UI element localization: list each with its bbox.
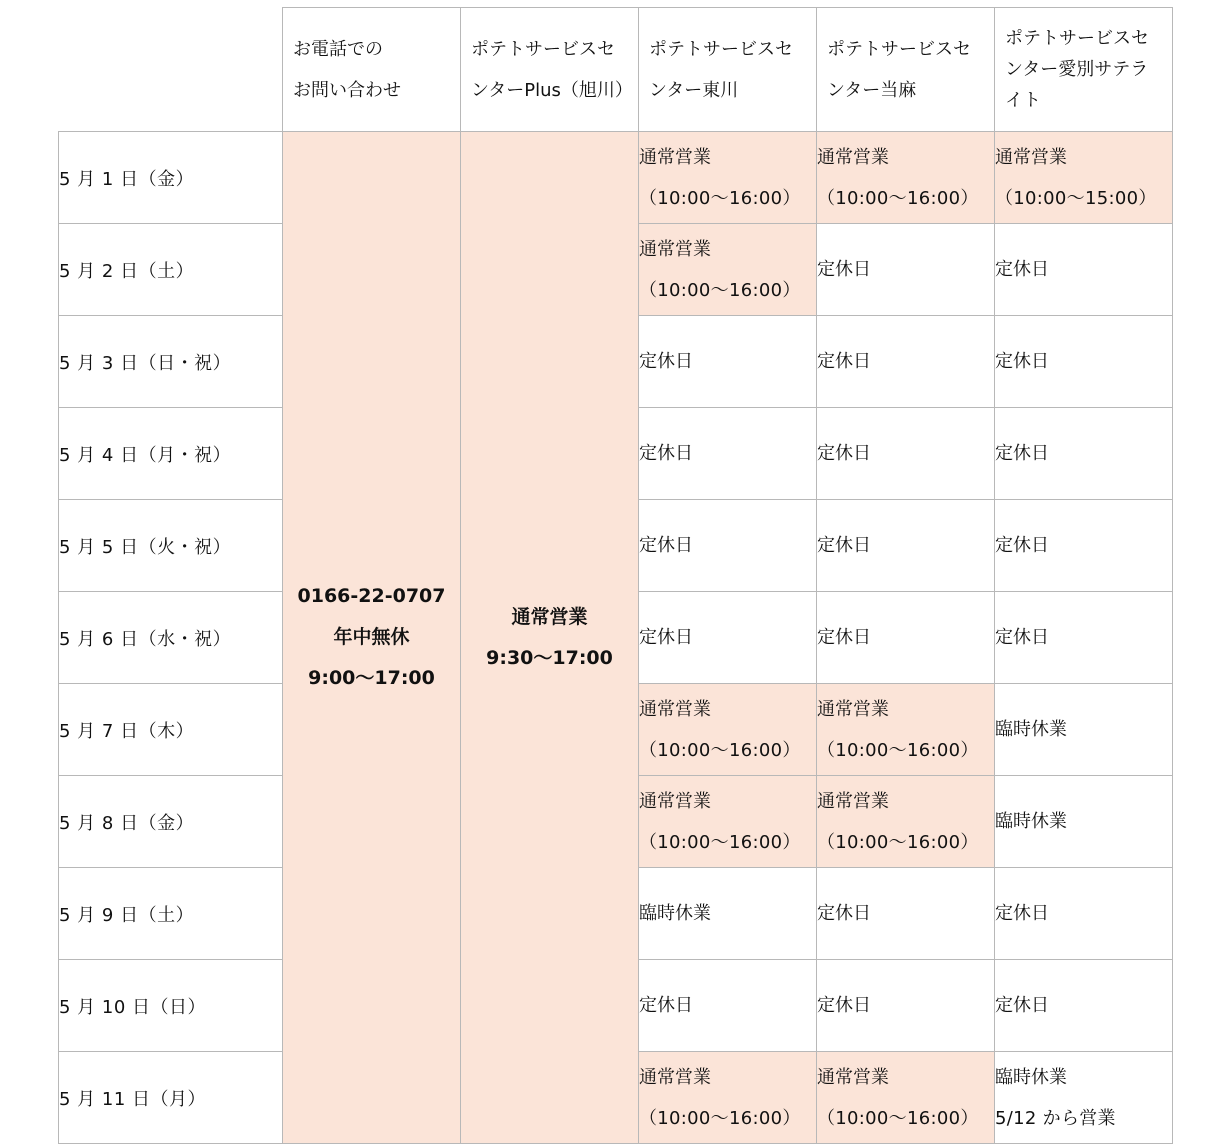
- schedule-body: [59, 132, 1173, 1144]
- status-cell-touma: [817, 132, 995, 224]
- header-plus-line-1: ポテトサービスセ: [471, 38, 615, 60]
- status-text: 通常営業: [995, 146, 1067, 168]
- status-cell-higashikawa: [639, 1052, 817, 1144]
- status-cell-touma: [817, 592, 995, 684]
- status-cell-higashikawa: [639, 684, 817, 776]
- hours-text: （10:00〜16:00）: [639, 1107, 801, 1129]
- status-text: 定休日: [817, 443, 871, 464]
- status-text: 通常営業: [639, 698, 711, 720]
- status-cell-touma: [817, 960, 995, 1052]
- hours-text: （10:00〜15:00）: [995, 187, 1157, 209]
- phone-number: 0166-22-0707: [297, 585, 446, 607]
- status-text: 定休日: [639, 627, 693, 648]
- status-text: 定休日: [639, 443, 693, 464]
- header-phone-line-1: お電話での: [293, 38, 383, 60]
- hours-text: （10:00〜16:00）: [817, 1107, 979, 1129]
- hours-text: （10:00〜16:00）: [817, 187, 979, 209]
- phone-hours: 9:00〜17:00: [308, 667, 435, 689]
- status-text: 定休日: [995, 259, 1049, 280]
- status-text: 通常営業: [639, 790, 711, 812]
- status-text: 通常営業: [639, 238, 711, 260]
- status-cell-higashikawa: [639, 224, 817, 316]
- date-cell: 5 月 4 日（月・祝）: [59, 408, 283, 500]
- status-text: 通常営業: [639, 146, 711, 168]
- status-cell-aibetsu: [995, 408, 1173, 500]
- status-cell-touma: [817, 684, 995, 776]
- plus-status: 通常営業: [511, 605, 588, 628]
- status-text: 通常営業: [817, 790, 889, 812]
- phone-note: 年中無休: [333, 626, 410, 648]
- date-cell: 5 月 1 日（金）: [59, 132, 283, 224]
- hours-text: （10:00〜16:00）: [817, 739, 979, 761]
- status-cell-higashikawa: [639, 316, 817, 408]
- hours-text: （10:00〜16:00）: [639, 279, 801, 301]
- date-cell: 5 月 3 日（日・祝）: [59, 316, 283, 408]
- status-cell-aibetsu: [995, 592, 1173, 684]
- header-aibetsu: [995, 8, 1173, 132]
- status-cell-higashikawa: [639, 500, 817, 592]
- status-cell-aibetsu: [995, 684, 1173, 776]
- status-cell-touma: [817, 316, 995, 408]
- status-cell-touma: [817, 224, 995, 316]
- date-cell: 5 月 8 日（金）: [59, 776, 283, 868]
- header-aibetsu-line-3: イト: [1005, 90, 1041, 111]
- status-text: 定休日: [817, 259, 871, 280]
- status-cell-higashikawa: [639, 408, 817, 500]
- status-text: 臨時休業: [995, 811, 1067, 832]
- status-cell-higashikawa: [639, 868, 817, 960]
- status-cell-aibetsu: [995, 868, 1173, 960]
- header-aibetsu-line-1: ポテトサービスセ: [1005, 28, 1149, 49]
- date-cell: 5 月 2 日（土）: [59, 224, 283, 316]
- header-higashikawa-line-1: ポテトサービスセ: [649, 38, 793, 60]
- hours-text: （10:00〜16:00）: [639, 187, 801, 209]
- date-cell: 5 月 9 日（土）: [59, 868, 283, 960]
- status-text: 定休日: [817, 995, 871, 1016]
- status-text: 臨時休業: [995, 1066, 1067, 1088]
- hours-text: 5/12 から営業: [995, 1107, 1116, 1129]
- header-plus: [461, 8, 639, 132]
- status-text: 定休日: [817, 535, 871, 556]
- status-text: 定休日: [995, 995, 1049, 1016]
- status-cell-aibetsu: [995, 132, 1173, 224]
- plus-asahikawa-cell: [461, 132, 639, 1144]
- status-cell-higashikawa: [639, 960, 817, 1052]
- table-row: [59, 132, 1173, 224]
- date-cell: 5 月 10 日（日）: [59, 960, 283, 1052]
- status-cell-higashikawa: [639, 132, 817, 224]
- phone-inquiry-cell: [283, 132, 461, 1144]
- status-cell-touma: [817, 500, 995, 592]
- date-cell: 5 月 5 日（火・祝）: [59, 500, 283, 592]
- status-cell-aibetsu: [995, 960, 1173, 1052]
- status-cell-aibetsu: [995, 1052, 1173, 1144]
- status-cell-touma: [817, 408, 995, 500]
- status-cell-higashikawa: [639, 776, 817, 868]
- header-row: [59, 8, 1173, 132]
- status-cell-aibetsu: [995, 316, 1173, 408]
- header-plus-line-2: ンターPlus（旭川）: [471, 79, 633, 101]
- header-aibetsu-line-2: ンター愛別サテラ: [1005, 59, 1149, 80]
- hours-text: （10:00〜16:00）: [639, 831, 801, 853]
- status-text: 通常営業: [817, 146, 889, 168]
- header-touma-line-1: ポテトサービスセ: [827, 38, 971, 60]
- status-text: 定休日: [817, 627, 871, 648]
- status-text: 定休日: [639, 535, 693, 556]
- date-cell: 5 月 6 日（水・祝）: [59, 592, 283, 684]
- hours-text: （10:00〜16:00）: [639, 739, 801, 761]
- status-text: 定休日: [639, 351, 693, 372]
- corner-cell: [59, 8, 283, 132]
- status-text: 定休日: [995, 535, 1049, 556]
- header-higashikawa: [639, 8, 817, 132]
- plus-hours: 9:30〜17:00: [486, 646, 613, 669]
- header-touma: [817, 8, 995, 132]
- status-cell-aibetsu: [995, 500, 1173, 592]
- status-text: 定休日: [995, 903, 1049, 924]
- date-cell: 5 月 7 日（木）: [59, 684, 283, 776]
- status-text: 定休日: [639, 995, 693, 1016]
- status-text: 臨時休業: [995, 719, 1067, 740]
- header-higashikawa-line-2: ンター東川: [649, 79, 739, 101]
- status-text: 定休日: [995, 627, 1049, 648]
- date-cell: 5 月 11 日（月）: [59, 1052, 283, 1144]
- header-phone-line-2: お問い合わせ: [293, 79, 401, 101]
- status-cell-touma: [817, 776, 995, 868]
- status-text: 通常営業: [817, 1066, 889, 1088]
- status-text: 定休日: [817, 351, 871, 372]
- header-phone: [283, 8, 461, 132]
- status-text: 通常営業: [817, 698, 889, 720]
- status-text: 臨時休業: [639, 903, 711, 924]
- business-hours-table: [58, 7, 1173, 1144]
- status-cell-higashikawa: [639, 592, 817, 684]
- status-text: 定休日: [817, 903, 871, 924]
- hours-text: （10:00〜16:00）: [817, 831, 979, 853]
- status-text: 定休日: [995, 443, 1049, 464]
- status-text: 定休日: [995, 351, 1049, 372]
- status-cell-touma: [817, 1052, 995, 1144]
- status-cell-touma: [817, 868, 995, 960]
- status-cell-aibetsu: [995, 224, 1173, 316]
- status-cell-aibetsu: [995, 776, 1173, 868]
- header-touma-line-2: ンター当麻: [827, 79, 917, 101]
- status-text: 通常営業: [639, 1066, 711, 1088]
